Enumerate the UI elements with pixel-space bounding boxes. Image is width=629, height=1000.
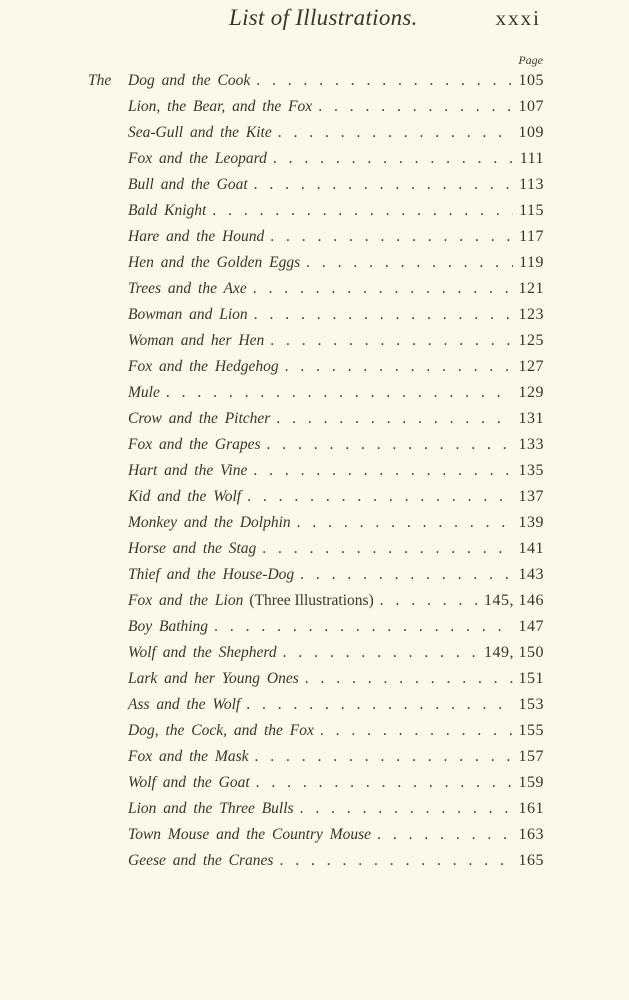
dot-leader — [267, 432, 513, 458]
dot-leader — [300, 796, 513, 822]
list-item — [88, 250, 544, 276]
list-item — [88, 588, 544, 614]
entry-page-number: 129 — [518, 384, 544, 401]
entry-page-number: 161 — [518, 800, 544, 817]
dot-leader — [300, 562, 512, 588]
entry-page-number: 137 — [518, 488, 544, 505]
illustrations-list — [88, 68, 544, 874]
list-item — [88, 614, 544, 640]
entry-page-number: 123 — [518, 306, 544, 323]
dot-leader — [256, 68, 512, 94]
page-column-label: Page — [518, 53, 543, 67]
page-title: List of Illustrations. — [229, 5, 418, 30]
entry-page-number: 147 — [518, 618, 544, 635]
entry-title: Geese and the Cranes — [128, 852, 274, 869]
dot-leader — [320, 718, 513, 744]
entry-title: Woman and her Hen — [128, 332, 265, 349]
entry-page-number: 143 — [518, 566, 544, 583]
dot-leader — [273, 146, 514, 172]
dot-leader — [270, 328, 512, 354]
entry-title: Monkey and the Dolphin — [128, 514, 291, 531]
list-item — [88, 380, 544, 406]
entry-page-number: 165 — [518, 852, 544, 869]
entry-title: Lion, the Bear, and the Fox — [128, 98, 313, 115]
list-item — [88, 536, 544, 562]
entry-page-number: 113 — [519, 176, 544, 193]
dot-leader — [246, 692, 512, 718]
entry-title: Fox and the Grapes — [128, 436, 261, 453]
list-item — [88, 172, 544, 198]
list-item — [88, 146, 544, 172]
entry-page-number: 121 — [518, 280, 544, 297]
list-item — [88, 328, 544, 354]
entry-title: Fox and the Hedgehog — [128, 358, 279, 375]
entry-title: Fox and the Mask — [128, 748, 249, 765]
dot-leader — [306, 250, 513, 276]
list-item — [88, 68, 544, 94]
entry-page-number: 157 — [518, 748, 544, 765]
entry-title: Bowman and Lion — [128, 306, 248, 323]
entry-page-number: 153 — [518, 696, 544, 713]
entry-page-number: 107 — [518, 98, 544, 115]
entry-title: Sea-Gull and the Kite — [128, 124, 272, 141]
entry-page-number: 141 — [518, 540, 544, 557]
entry-page-number: 139 — [518, 514, 544, 531]
entry-prefix: The — [88, 72, 112, 89]
entry-title: Wolf and the Shepherd — [128, 644, 277, 661]
dot-leader — [254, 172, 513, 198]
entry-title: Ass and the Wolf — [128, 696, 241, 713]
entry-title: Wolf and the Goat — [128, 774, 250, 791]
list-item — [88, 744, 544, 770]
entry-title: Lark and her Young Ones — [128, 670, 299, 687]
dot-leader — [166, 380, 513, 406]
entry-page-number: 149, 150 — [484, 644, 544, 661]
list-item — [88, 406, 544, 432]
dot-leader — [305, 666, 513, 692]
entry-title: Hart and the Vine — [128, 462, 248, 479]
list-item — [88, 302, 544, 328]
list-item — [88, 120, 544, 146]
entry-page-number: 115 — [519, 202, 544, 219]
dot-leader — [278, 120, 513, 146]
dot-leader — [297, 510, 513, 536]
list-item — [88, 484, 544, 510]
entry-page-number: 117 — [519, 228, 544, 245]
entry-page-number: 111 — [519, 150, 544, 167]
entry-page-number: 159 — [518, 774, 544, 791]
dot-leader — [318, 94, 512, 120]
dot-leader — [256, 770, 513, 796]
dot-leader — [247, 484, 512, 510]
page-number: xxxi — [495, 6, 541, 30]
dot-leader — [262, 536, 512, 562]
entry-note: (Three Illustrations) — [249, 592, 374, 609]
dot-leader — [254, 302, 513, 328]
list-item — [88, 432, 544, 458]
entry-title: Crow and the Pitcher — [128, 410, 271, 427]
entry-title: Thief and the House-Dog — [128, 566, 295, 583]
entry-page-number: 133 — [518, 436, 544, 453]
entry-page-number: 105 — [518, 72, 544, 89]
list-item — [88, 822, 544, 848]
entry-page-number: 119 — [519, 254, 544, 271]
dot-leader — [212, 198, 513, 224]
list-item — [88, 224, 544, 250]
list-item — [88, 640, 544, 666]
entry-page-number: 151 — [518, 670, 544, 687]
dot-leader — [254, 744, 512, 770]
entry-title: Hare and the Hound — [128, 228, 265, 245]
entry-title: Lion and the Three Bulls — [128, 800, 294, 817]
entry-page-number: 145, 146 — [484, 592, 544, 609]
entry-title: Hen and the Golden Eggs — [128, 254, 301, 271]
list-item — [88, 198, 544, 224]
dot-leader — [214, 614, 512, 640]
list-item — [88, 458, 544, 484]
entry-title: Boy Bathing — [128, 618, 209, 635]
entry-title: Kid and the Wolf — [128, 488, 242, 505]
entry-title: Fox and the Lion — [128, 592, 244, 609]
entry-title: Dog, the Cock, and the Fox — [128, 722, 314, 739]
entry-page-number: 135 — [518, 462, 544, 479]
list-item — [88, 562, 544, 588]
entry-title: Town Mouse and the Country Mouse — [128, 826, 372, 843]
entry-page-number: 127 — [518, 358, 544, 375]
entry-page-number: 109 — [518, 124, 544, 141]
list-item — [88, 718, 544, 744]
dot-leader — [377, 822, 512, 848]
list-item — [88, 510, 544, 536]
dot-leader — [380, 588, 478, 614]
list-item — [88, 354, 544, 380]
entry-title: Bull and the Goat — [128, 176, 248, 193]
list-item — [88, 770, 544, 796]
list-item — [88, 666, 544, 692]
entry-page-number: 131 — [518, 410, 544, 427]
entry-title: Mule — [128, 384, 160, 401]
entry-title: Trees and the Axe — [128, 280, 247, 297]
dot-leader — [253, 458, 512, 484]
entry-page-number: 155 — [518, 722, 544, 739]
entry-title: Dog and the Cook — [128, 72, 251, 89]
dot-leader — [285, 354, 513, 380]
dot-leader — [253, 276, 513, 302]
entry-title: Horse and the Stag — [128, 540, 257, 557]
entry-title: Bald Knight — [128, 202, 207, 219]
list-item — [88, 796, 544, 822]
dot-leader — [279, 848, 512, 874]
list-item — [88, 94, 544, 120]
dot-leader — [276, 406, 512, 432]
entry-page-number: 163 — [518, 826, 544, 843]
list-item — [88, 848, 544, 874]
entry-page-number: 125 — [518, 332, 544, 349]
dot-leader — [270, 224, 513, 250]
dot-leader — [283, 640, 478, 666]
entry-title: Fox and the Leopard — [128, 150, 267, 167]
list-item — [88, 692, 544, 718]
list-item — [88, 276, 544, 302]
